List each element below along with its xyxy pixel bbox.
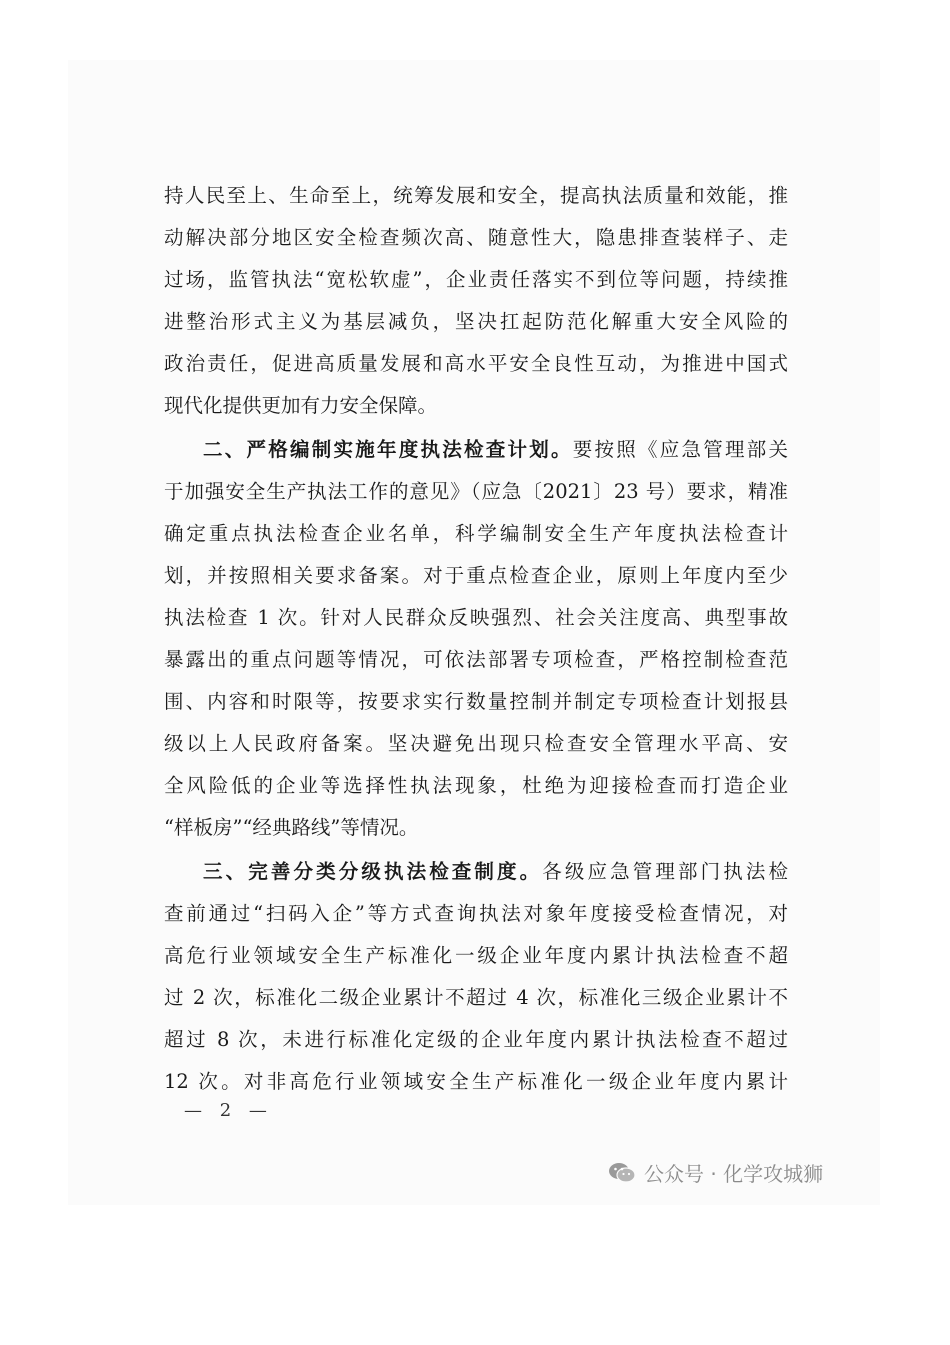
wechat-icon bbox=[608, 1161, 636, 1185]
p2-line-7: 围、内容和时限等，按要求实行数量控制并制定专项检查计划报县 bbox=[164, 690, 788, 713]
p3-line-2: 查前通过“扫码入企”等方式查询执法对象年度接受检查情况，对 bbox=[164, 902, 788, 925]
p2-line-8: 级以上人民政府备案。坚决避免出现只检查安全管理水平高、安 bbox=[164, 732, 788, 755]
p2-line-6: 暴露出的重点问题等情况，可依法部署专项检查，严格控制检查范 bbox=[164, 648, 788, 671]
p2-line-2: 于加强安全生产执法工作的意见》（应急〔2021〕23 号）要求，精准 bbox=[164, 480, 788, 503]
p1-line-2: 动解决部分地区安全检查频次高、随意性大，隐患排查装样子、走 bbox=[164, 226, 788, 249]
p1-line-3: 过场，监管执法“宽松软虚”，企业责任落实不到位等问题，持续推 bbox=[164, 268, 788, 291]
p1-line-6: 现代化提供更加有力安全保障。 bbox=[164, 394, 438, 417]
p3-line-6: 12 次。对非高危行业领域安全生产标准化一级企业年度内累计 bbox=[164, 1070, 788, 1093]
page-number: — 2 — bbox=[184, 1100, 273, 1121]
p2-line-3: 确定重点执法检查企业名单，科学编制安全生产年度执法检查计 bbox=[164, 522, 788, 545]
p2-line-5: 执法检查 1 次。针对人民群众反映强烈、社会关注度高、典型事故 bbox=[164, 606, 788, 629]
p3-line-1-rest: 各级应急管理部门执法检 bbox=[542, 860, 788, 883]
p2-line-1-rest: 要按照《应急管理部关 bbox=[572, 438, 788, 461]
p3-line-3: 高危行业领域安全生产标准化一级企业年度内累计执法检查不超 bbox=[164, 944, 788, 967]
p2-line-1 bbox=[203, 430, 788, 470]
section-2-heading: 二、严格编制实施年度执法检查计划。 bbox=[203, 438, 573, 461]
watermark-text: 公众号 · 化学攻城狮 bbox=[644, 1162, 824, 1186]
p2-line-10: “样板房”“经典路线”等情况。 bbox=[164, 816, 419, 839]
wechat-watermark bbox=[608, 1158, 823, 1187]
p3-line-1 bbox=[203, 852, 788, 892]
p2-line-9: 全风险低的企业等选择性执法现象，杜绝为迎接检查而打造企业 bbox=[164, 774, 788, 797]
p3-line-5: 超过 8 次，未进行标准化定级的企业年度内累计执法检查不超过 bbox=[164, 1028, 788, 1051]
p2-line-4: 划，并按照相关要求备案。对于重点检查企业，原则上年度内至少 bbox=[164, 564, 788, 587]
p3-line-4: 过 2 次，标准化二级企业累计不超过 4 次，标准化三级企业累计不 bbox=[164, 986, 788, 1009]
p1-line-1: 持人民至上、生命至上，统筹发展和安全，提高执法质量和效能，推 bbox=[164, 184, 788, 207]
p1-line-5: 政治责任，促进高质量发展和高水平安全良性互动，为推进中国式 bbox=[164, 352, 788, 375]
p1-line-4: 进整治形式主义为基层减负，坚决扛起防范化解重大安全风险的 bbox=[164, 310, 788, 333]
section-3-heading: 三、完善分类分级执法检查制度。 bbox=[203, 860, 543, 883]
